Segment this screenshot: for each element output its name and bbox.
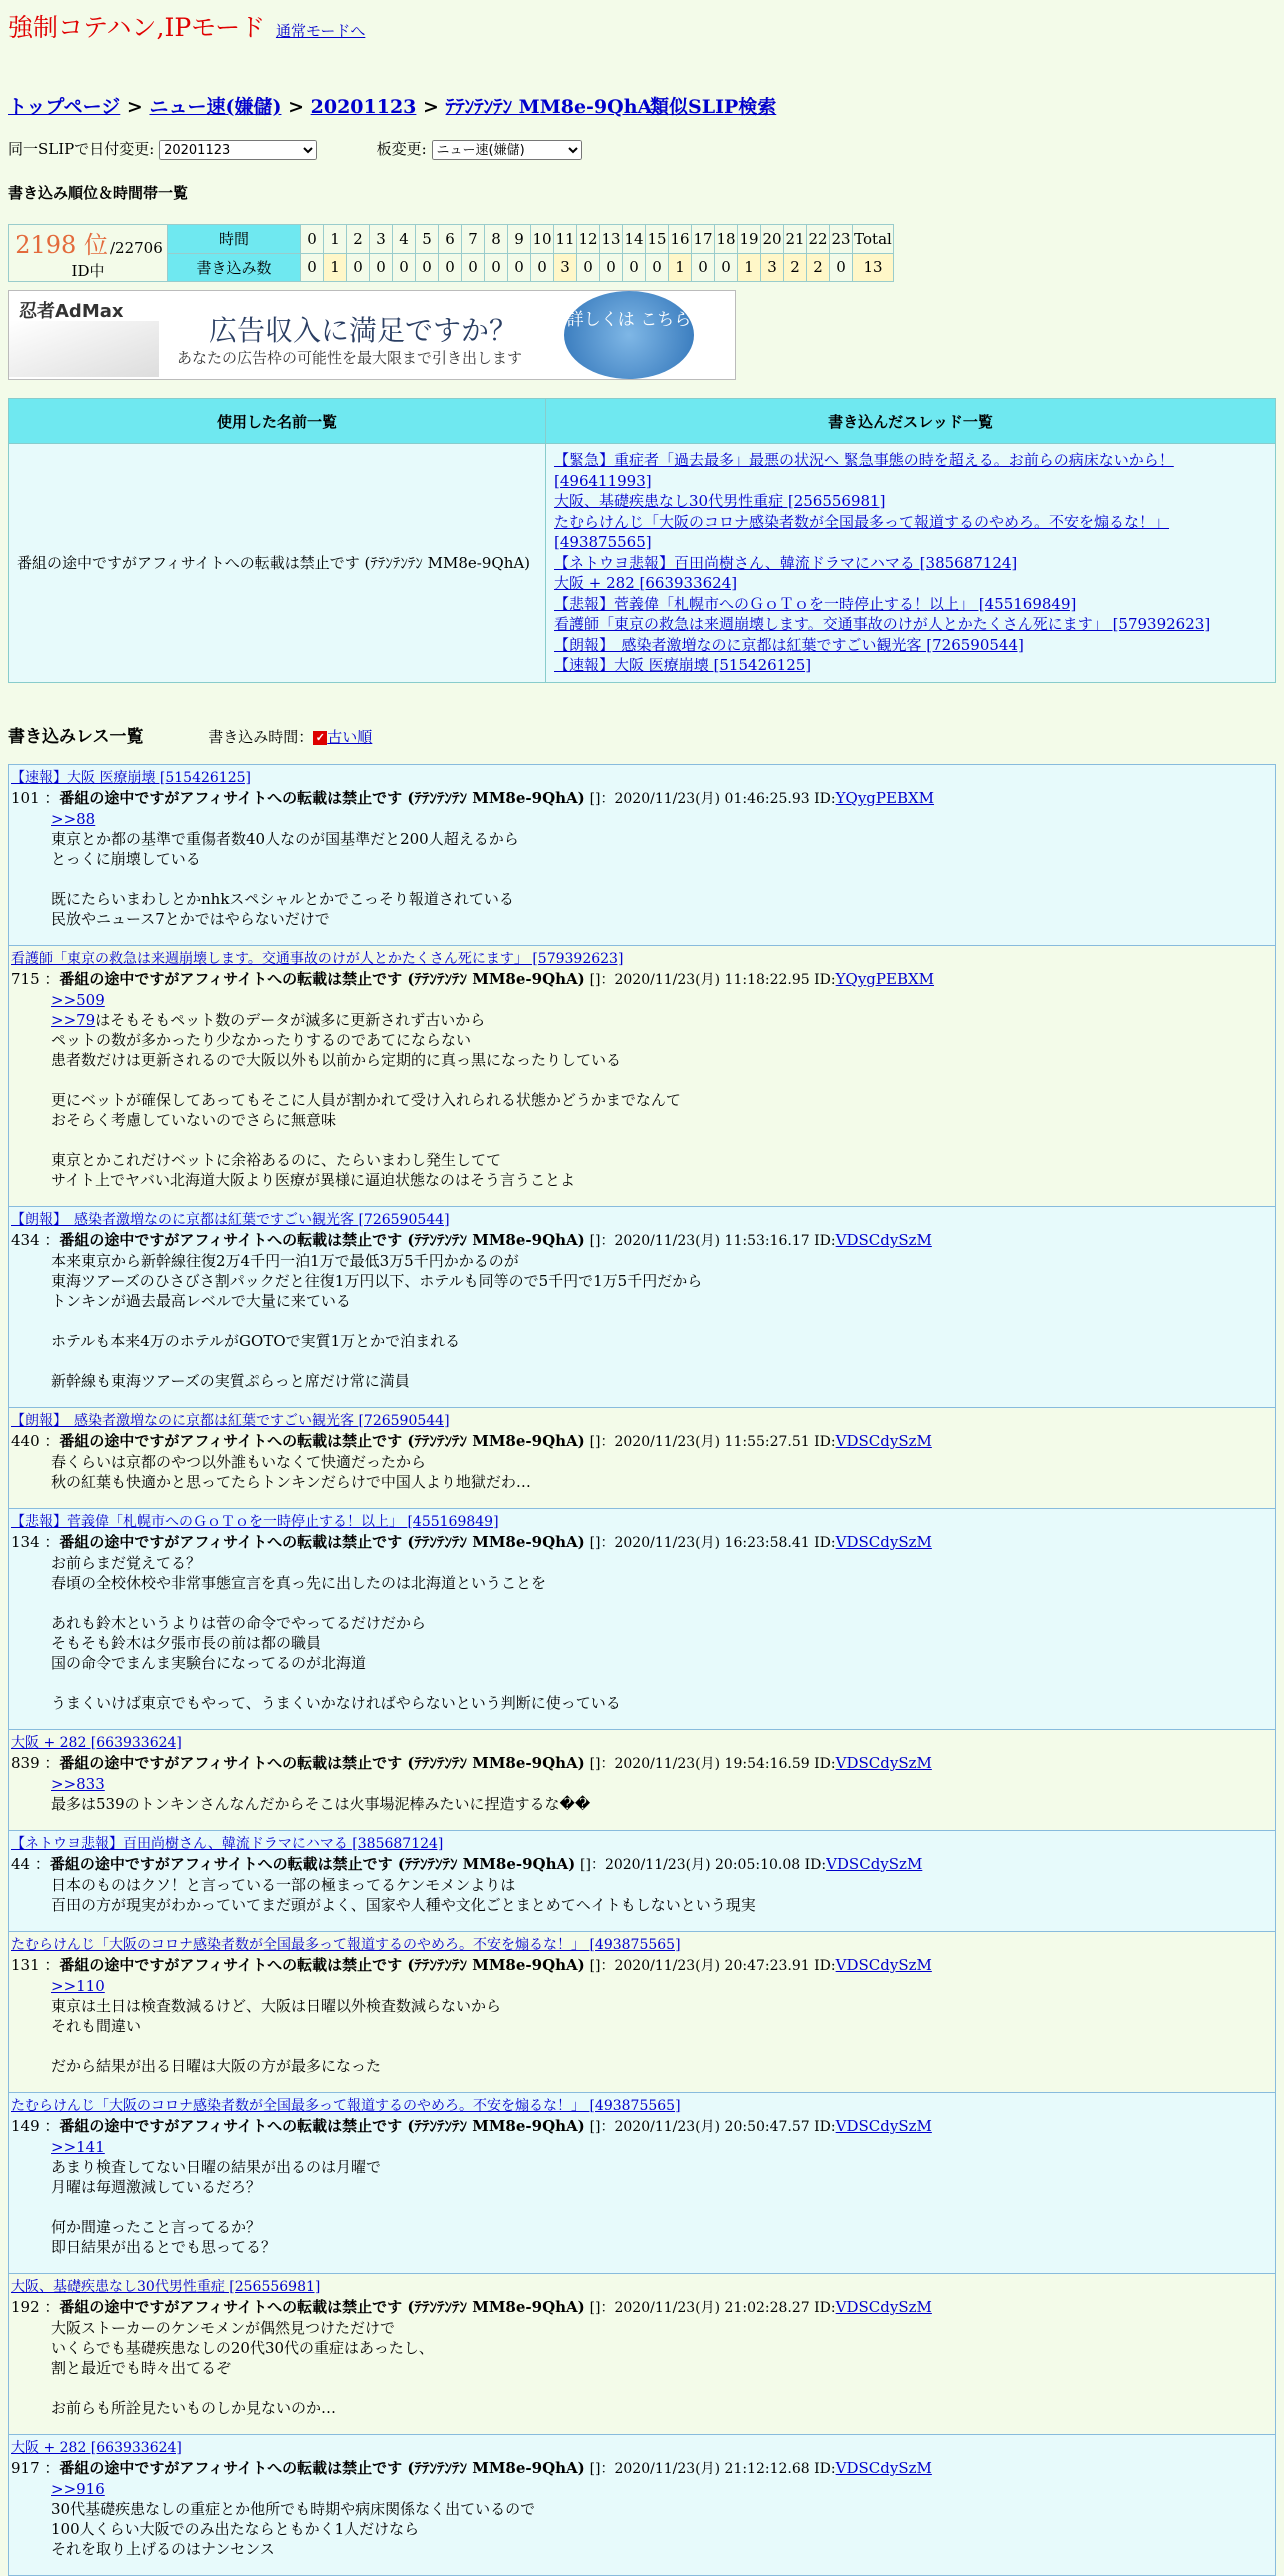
time-order-label: 書き込み時間： (208, 728, 314, 746)
response-name: 番組の途中ですがアフィサイトへの転載は禁止です (ﾃﾃﾝﾃﾝﾃﾝ MM8e-9QhA) (59, 2459, 585, 2477)
order-oldest-link[interactable]: 古い順 (327, 728, 373, 746)
response-thread-link[interactable]: 看護師「東京の救急は来週崩壊します。交通事故のけが人とかたくさん死にます」 [579392623] (11, 951, 624, 967)
response-list (8, 764, 1276, 2576)
count-cell: 0 (347, 253, 370, 282)
response-id-link[interactable]: YQygPEBXM (835, 789, 935, 807)
response-number: 192 (11, 2298, 40, 2316)
hour-cell: 13 (600, 225, 623, 254)
response-name: 番組の途中ですがアフィサイトへの転載は禁止です (ﾃﾃﾝﾃﾝﾃﾝ MM8e-9QhA) (59, 1231, 585, 1249)
response-thread-link[interactable]: たむらけんじ「大阪のコロナ感染者数が全国最多って報道するのやめろ。不安を煽るな！」 [493875565] (11, 2098, 681, 2114)
hour-cell-total: Total (853, 225, 894, 254)
hour-cell: 8 (485, 225, 508, 254)
reply-anchor-link[interactable]: >>509 (51, 991, 105, 1009)
hour-cell: 17 (692, 225, 715, 254)
hour-cell: 4 (393, 225, 416, 254)
response-timestamp: []：2020/11/23(月) 21:02:28.27 ID: (589, 2300, 836, 2316)
hour-cell: 1 (324, 225, 347, 254)
response-text: 最多は539のトンキンさんなんだからそこは火事場泥棒みたいに捏造するな�� (51, 1795, 591, 1813)
reply-anchor-link[interactable]: >>916 (51, 2480, 105, 2498)
ad-logo: 忍者AdMax (19, 301, 124, 322)
response-body (11, 2137, 1273, 2257)
reply-anchor-link[interactable]: >>833 (51, 1775, 105, 1793)
names-threads-table (8, 398, 1276, 683)
response-meta: 715 ：番組の途中ですがアフィサイトへの転載は禁止です (ﾃﾃﾝﾃﾝﾃﾝ MM8e-9QhA) []：2020/11/23(月) 11:18:22.95 ID:YQygPEBXM (11, 970, 935, 988)
thread-link[interactable]: 看護師「東京の救急は来週崩壊します。交通事故のけが人とかたくさん死にます」 [579392623] (554, 615, 1211, 633)
count-cell: 0 (600, 253, 623, 282)
response-body (11, 1251, 1273, 1391)
hour-cell: 15 (646, 225, 669, 254)
response-name: 番組の途中ですがアフィサイトへの転載は禁止です (ﾃﾃﾝﾃﾝﾃﾝ MM8e-9QhA) (59, 1754, 585, 1772)
hour-cell: 0 (301, 225, 324, 254)
response-text: はそもそもペット数のデータが滅多に更新されず古いから ペットの数が多かったり少なかったりするのであてにならない 患者数だけは更新されるので大阪以外も以前から定期的に真っ黒になったりしている 更にベットが確保してあってもそこに人員が割かれて受け入れられる状態かどうかまでなんて おそらく考慮していないのでさらに無意味 東京とかこれだけベットに余裕あるのに、たらいまわし発生してて サイト上でヤバい北海道大阪より医療が異様に逼迫状態なのはそう言うことよ (51, 1011, 681, 1189)
board-change-label: 板変更: (376, 140, 427, 158)
count-cell-total: 13 (853, 253, 894, 282)
count-cell: 0 (623, 253, 646, 282)
response-name: 番組の途中ですがアフィサイトへの転載は禁止です (ﾃﾃﾝﾃﾝﾃﾝ MM8e-9QhA) (49, 1855, 576, 1873)
hour-cell: 19 (738, 225, 761, 254)
responses-title: 書き込みレス一覧 (8, 727, 144, 747)
response-body (11, 809, 1273, 929)
count-cell: 0 (439, 253, 462, 282)
rank-total: /22706 ID中 (71, 239, 163, 280)
hour-cell: 10 (531, 225, 554, 254)
response-thread-link[interactable]: たむらけんじ「大阪のコロナ感染者数が全国最多って報道するのやめろ。不安を煽るな！」 [493875565] (11, 1937, 681, 1953)
response-item (8, 1408, 1276, 1509)
response-number: 134 (11, 1533, 40, 1551)
response-meta: 434 ：番組の途中ですがアフィサイトへの転載は禁止です (ﾃﾃﾝﾃﾝﾃﾝ MM8e-9QhA) []：2020/11/23(月) 11:53:16.17 ID:VDSCdySzM (11, 1231, 932, 1249)
thread-link[interactable]: たむらけんじ「大阪のコロナ感染者数が全国最多って報道するのやめろ。不安を煽るな！」 [493875565] (554, 512, 1170, 551)
normal-mode-link[interactable]: 通常モードへ (275, 22, 366, 40)
response-meta: 131 ：番組の途中ですがアフィサイトへの転載は禁止です (ﾃﾃﾝﾃﾝﾃﾝ MM8e-9QhA) []：2020/11/23(月) 20:47:23.91 ID:VDSCdySzM (11, 1956, 932, 1974)
hour-cell: 9 (508, 225, 531, 254)
row-label-count: 書き込み数 (168, 253, 301, 282)
response-name: 番組の途中ですがアフィサイトへの転載は禁止です (ﾃﾃﾝﾃﾝﾃﾝ MM8e-9QhA) (59, 1432, 585, 1450)
response-meta: 149 ：番組の途中ですがアフィサイトへの転載は禁止です (ﾃﾃﾝﾃﾝﾃﾝ MM8e-9QhA) []：2020/11/23(月) 20:50:47.57 ID:VDSCdySzM (11, 2117, 932, 2135)
hour-cell: 14 (623, 225, 646, 254)
response-timestamp: []：2020/11/23(月) 19:54:16.59 ID: (589, 1756, 836, 1772)
breadcrumb-slip[interactable]: ﾃﾃﾝﾃﾝﾃﾝ MM8e-9QhA (445, 96, 653, 118)
hour-cell: 18 (715, 225, 738, 254)
response-timestamp: []：2020/11/23(月) 01:46:25.93 ID: (589, 791, 836, 807)
response-body (11, 1875, 1273, 1915)
response-id-link[interactable]: VDSCdySzM (835, 1956, 932, 1974)
response-timestamp: []：2020/11/23(月) 11:18:22.95 ID: (589, 972, 836, 988)
response-id-link[interactable]: VDSCdySzM (835, 1754, 932, 1772)
response-id-link[interactable]: VDSCdySzM (835, 2117, 932, 2135)
breadcrumb-board[interactable]: ニュー速(嫌儲) (149, 96, 282, 118)
response-text: 東京とか都の基準で重傷者数40人なのが国基準だと200人超えるから とっくに崩壊している 既にたらいまわしとかnhkスペシャルとかでこっそり報道されている 民放やニュース7とかではやらないだけで (51, 830, 519, 928)
ad-banner[interactable] (8, 290, 736, 380)
count-cell: 0 (692, 253, 715, 282)
thread-list (546, 444, 1276, 683)
response-timestamp: []：2020/11/23(月) 20:50:47.57 ID: (589, 2119, 836, 2135)
response-thread-link[interactable]: 【朗報】 感染者激増なのに京都は紅葉ですごい観光客 [726590544] (11, 1413, 450, 1429)
count-cell: 3 (554, 253, 577, 282)
date-select[interactable] (159, 140, 317, 160)
count-cell: 0 (393, 253, 416, 282)
similar-slip-search-link[interactable]: 類似SLIP検索 (650, 96, 777, 118)
response-item (8, 764, 1276, 946)
response-name: 番組の途中ですがアフィサイトへの転載は禁止です (ﾃﾃﾝﾃﾝﾃﾝ MM8e-9QhA) (59, 1956, 585, 1974)
response-body (11, 1452, 1273, 1492)
count-cell: 0 (577, 253, 600, 282)
response-name: 番組の途中ですがアフィサイトへの転載は禁止です (ﾃﾃﾝﾃﾝﾃﾝ MM8e-9QhA) (59, 2298, 585, 2316)
response-timestamp: []：2020/11/23(月) 21:12:12.68 ID: (589, 2461, 836, 2477)
ad-cta-button[interactable]: 詳しくは こちら (564, 291, 694, 379)
reply-anchor-link[interactable]: >>110 (51, 1977, 105, 1995)
ranking-table (8, 224, 894, 282)
response-body (11, 2479, 1273, 2559)
count-cell: 0 (531, 253, 554, 282)
count-cell: 1 (669, 253, 692, 282)
response-meta: 101 ：番組の途中ですがアフィサイトへの転載は禁止です (ﾃﾃﾝﾃﾝﾃﾝ MM8e-9QhA) []：2020/11/23(月) 01:46:25.93 ID:YQygPEBXM (11, 789, 935, 807)
count-cell: 1 (324, 253, 347, 282)
response-body (11, 2318, 1273, 2418)
response-timestamp: []：2020/11/23(月) 11:53:16.17 ID: (589, 1233, 836, 1249)
count-cell: 3 (761, 253, 784, 282)
reply-anchor-link[interactable]: >>141 (51, 2138, 105, 2156)
response-name: 番組の途中ですがアフィサイトへの転載は禁止です (ﾃﾃﾝﾃﾝﾃﾝ MM8e-9QhA) (59, 970, 585, 988)
count-cell: 0 (462, 253, 485, 282)
count-cell: 1 (738, 253, 761, 282)
response-body (11, 1976, 1273, 2076)
response-text: 東京は土日は検査数減るけど、大阪は日曜以外検査数減らないから それも間違い だから結果が出る日曜は大阪の方が最多になった (51, 1997, 502, 2075)
top-header (8, 8, 1276, 42)
thread-link[interactable]: 【朗報】 感染者激増なのに京都は紅葉ですごい観光客 [726590544] (554, 635, 1024, 654)
thread-link[interactable]: 【ネトウヨ悲報】百田尚樹さん、韓流ドラマにハマる [385687124] (554, 553, 1018, 572)
hour-cell: 6 (439, 225, 462, 254)
count-cell: 0 (301, 253, 324, 282)
board-select[interactable] (432, 140, 582, 160)
response-id-link[interactable]: VDSCdySzM (835, 2459, 932, 2477)
response-item (8, 1207, 1276, 1408)
thread-link[interactable]: 【速報】大阪 医療崩壊 [515426125] (554, 656, 812, 674)
row-label-time: 時間 (168, 225, 301, 254)
hour-cell: 5 (416, 225, 439, 254)
response-meta: 839 ：番組の途中ですがアフィサイトへの転載は禁止です (ﾃﾃﾝﾃﾝﾃﾝ MM8e-9QhA) []：2020/11/23(月) 19:54:16.59 ID:VDSCdySzM (11, 1754, 932, 1772)
response-thread-link[interactable]: 【ネトウヨ悲報】百田尚樹さん、韓流ドラマにハマる [385687124] (11, 1836, 444, 1852)
response-number: 917 (11, 2459, 40, 2477)
response-id-link[interactable]: VDSCdySzM (835, 1432, 932, 1450)
response-thread-link[interactable]: 大阪、基礎疾患なし30代男性重症 [256556981] (11, 2279, 321, 2295)
hour-cell: 3 (370, 225, 393, 254)
response-item (8, 1932, 1276, 2093)
count-cell: 0 (830, 253, 853, 282)
change-controls (8, 138, 582, 160)
response-number: 434 (11, 1231, 40, 1249)
hour-cell: 16 (669, 225, 692, 254)
breadcrumb-sep: > (423, 96, 439, 118)
response-name: 番組の途中ですがアフィサイトへの転載は禁止です (ﾃﾃﾝﾃﾝﾃﾝ MM8e-9QhA) (59, 1533, 585, 1551)
hour-cell: 7 (462, 225, 485, 254)
response-number: 101 (11, 789, 40, 807)
response-thread-link[interactable]: 【悲報】菅義偉「札幌市へのＧｏＴｏを一時停止する！以上」 [455169849] (11, 1514, 499, 1530)
response-text: 大阪ストーカーのケンモメンが偶然見つけただけで いくらでも基礎疾患なしの20代30代の重症はあったし、 割と最近でも時々出てるぞ お前らも所詮見たいものしか見ないのか… (51, 2319, 434, 2417)
count-cell: 0 (370, 253, 393, 282)
count-cell: 0 (416, 253, 439, 282)
response-thread-link[interactable]: 大阪 + 282 [663933624] (11, 2440, 182, 2456)
count-cell: 0 (508, 253, 531, 282)
breadcrumb-date[interactable]: 20201123 (310, 96, 417, 118)
response-meta: 917 ：番組の途中ですがアフィサイトへの転載は禁止です (ﾃﾃﾝﾃﾝﾃﾝ MM8e-9QhA) []：2020/11/23(月) 21:12:12.68 ID:VDSCdySzM (11, 2459, 932, 2477)
response-timestamp: []：2020/11/23(月) 11:55:27.51 ID: (589, 1434, 836, 1450)
response-body (11, 1553, 1273, 1713)
breadcrumb-sep: > (288, 96, 304, 118)
response-timestamp: []：2020/11/23(月) 20:47:23.91 ID: (589, 1958, 836, 1974)
hour-cell: 20 (761, 225, 784, 254)
response-item (8, 2274, 1276, 2435)
brand-title: 強制コテハン,IPモード (8, 13, 266, 42)
hour-cell: 21 (784, 225, 807, 254)
hour-cell: 11 (554, 225, 577, 254)
response-thread-link[interactable]: 大阪 + 282 [663933624] (11, 1735, 182, 1751)
response-meta: 134 ：番組の途中ですがアフィサイトへの転載は禁止です (ﾃﾃﾝﾃﾝﾃﾝ MM8e-9QhA) []：2020/11/23(月) 16:23:58.41 ID:VDSCdySzM (11, 1533, 932, 1551)
reply-anchor-link[interactable]: >>79 (51, 1011, 96, 1029)
response-thread-link[interactable]: 【速報】大阪 医療崩壊 [515426125] (11, 770, 251, 786)
breadcrumb-top[interactable]: トップページ (8, 96, 121, 118)
response-text: 30代基礎疾患なしの重症とか他所でも時期や病床関係なく出ているので 100人くらい大阪でのみ出たならともかく1人だけなら それを取り上げるのはナンセンス (51, 2500, 536, 2558)
response-timestamp: []：2020/11/23(月) 16:23:58.41 ID: (589, 1535, 836, 1551)
ad-swoosh-decoration (9, 321, 159, 377)
response-number: 44 (11, 1855, 31, 1873)
thread-link[interactable]: 【悲報】菅義偉「札幌市へのＧｏＴｏを一時停止する！以上」 [455169849] (554, 594, 1077, 613)
breadcrumb (8, 92, 652, 119)
count-cell: 0 (485, 253, 508, 282)
reply-anchor-link[interactable]: >>88 (51, 810, 96, 828)
response-thread-link[interactable]: 【朗報】 感染者激増なのに京都は紅葉ですごい観光客 [726590544] (11, 1212, 450, 1228)
ad-subtext: あなたの広告枠の可能性を最大限まで引き出します (177, 349, 523, 367)
names-header: 使用した名前一覧 (9, 399, 546, 444)
response-id-link[interactable]: VDSCdySzM (835, 1533, 932, 1551)
response-text: 日本のものはクソ！と言っている一部の極まってるケンモメンよりは 百田の方が現実がわかっていてまだ頭がよく、国家や人種や文化ごとまとめてヘイトもしないという現実 (51, 1876, 756, 1914)
response-id-link[interactable]: VDSCdySzM (826, 1855, 923, 1873)
thread-link[interactable]: 【緊急】重症者「過去最多」最悪の状況へ 緊急事態の時を超える。お前らの病床ないから！ [496411993] (554, 451, 1174, 490)
response-item (8, 1730, 1276, 1831)
breadcrumb-sep: > (126, 96, 143, 118)
response-item (8, 2093, 1276, 2274)
ad-headline: 広告収入に満足ですか？ (209, 314, 518, 347)
hour-cell: 12 (577, 225, 600, 254)
response-timestamp: []：2020/11/23(月) 20:05:10.08 ID: (580, 1857, 827, 1873)
responses-header (8, 722, 372, 747)
response-number: 149 (11, 2117, 40, 2135)
response-text: 春くらいは京都のやつ以外誰もいなくて快適だったから 秋の紅葉も快適かと思ってたらトンキンだらけで中国人より地獄だわ… (51, 1453, 531, 1491)
time-order-control (208, 728, 372, 746)
ranking-title: 書き込み順位＆時間帯一覧 (8, 184, 189, 202)
thread-link[interactable]: 大阪、基礎疾患なし30代男性重症 [256556981] (554, 492, 886, 510)
count-cell: 0 (715, 253, 738, 282)
response-id-link[interactable]: VDSCdySzM (835, 1231, 932, 1249)
response-body (11, 1774, 1273, 1814)
response-item (8, 946, 1276, 1207)
response-item (8, 2435, 1276, 2576)
response-text: あまり検査してない日曜の結果が出るのは月曜で 月曜は毎週激減しているだろ？ 何か間違ったこと言ってるか？ 即日結果が出るとでも思ってる？ (51, 2158, 382, 2256)
thread-link[interactable]: 大阪 + 282 [663933624] (554, 574, 738, 592)
hour-cell: 2 (347, 225, 370, 254)
hour-cell: 22 (807, 225, 830, 254)
rank-value: 2198 位 (15, 231, 108, 259)
check-icon[interactable]: ✓ (313, 731, 327, 745)
date-change-label: 同一SLIPで日付変更: (8, 140, 155, 158)
response-item (8, 1831, 1276, 1932)
response-meta: 440 ：番組の途中ですがアフィサイトへの転載は禁止です (ﾃﾃﾝﾃﾝﾃﾝ MM8e-9QhA) []：2020/11/23(月) 11:55:27.51 ID:VDSCdySzM (11, 1432, 932, 1450)
response-name: 番組の途中ですがアフィサイトへの転載は禁止です (ﾃﾃﾝﾃﾝﾃﾝ MM8e-9QhA) (59, 789, 585, 807)
hour-cell: 23 (830, 225, 853, 254)
response-item (8, 1509, 1276, 1730)
response-text: お前らまだ覚えてる？ 春頃の全校休校や非常事態宣言を真っ先に出したのは北海道ということを あれも鈴木というよりは菅の命令でやってるだけだから そもそも鈴木は夕張市長の前は都の職員 国の命令でまんま実験台になってるのが北海道 うまくいけば東京でもやって、うまくいかなければやらないという判断に使っている (51, 1554, 621, 1712)
response-name: 番組の途中ですがアフィサイトへの転載は禁止です (ﾃﾃﾝﾃﾝﾃﾝ MM8e-9QhA) (59, 2117, 585, 2135)
response-text: 本来東京から新幹線往復2万4千円一泊1万で最低3万5千円かかるのが 東海ツアーズのひさびさ割パックだと往復1万円以下、ホテルも同等ので5千円で1万5千円だから トンキンが過去最高レベルで大量に来ている ホテルも本来4万のホテルがGOTOで実質1万とかで泊まれる 新幹線も東海ツアーズの実質ぷらっと席だけ常に満員 (51, 1252, 703, 1390)
response-id-link[interactable]: YQygPEBXM (835, 970, 935, 988)
response-number: 131 (11, 1956, 40, 1974)
threads-header: 書き込んだスレッド一覧 (546, 399, 1276, 444)
rank-cell (9, 225, 168, 282)
count-cell: 0 (646, 253, 669, 282)
count-cell: 2 (807, 253, 830, 282)
response-number: 715 (11, 970, 40, 988)
response-body (11, 990, 1273, 1190)
used-name: 番組の途中ですがアフィサイトへの転載は禁止です (ﾃﾃﾝﾃﾝﾃﾝ MM8e-9QhA) (9, 444, 546, 683)
response-meta: 192 ：番組の途中ですがアフィサイトへの転載は禁止です (ﾃﾃﾝﾃﾝﾃﾝ MM8e-9QhA) []：2020/11/23(月) 21:02:28.27 ID:VDSCdySzM (11, 2298, 932, 2316)
response-id-link[interactable]: VDSCdySzM (835, 2298, 932, 2316)
response-number: 839 (11, 1754, 40, 1772)
count-cell: 2 (784, 253, 807, 282)
response-meta: 44 ：番組の途中ですがアフィサイトへの転載は禁止です (ﾃﾃﾝﾃﾝﾃﾝ MM8e-9QhA) []：2020/11/23(月) 20:05:10.08 ID:VDSCdySzM (11, 1855, 923, 1873)
response-number: 440 (11, 1432, 40, 1450)
